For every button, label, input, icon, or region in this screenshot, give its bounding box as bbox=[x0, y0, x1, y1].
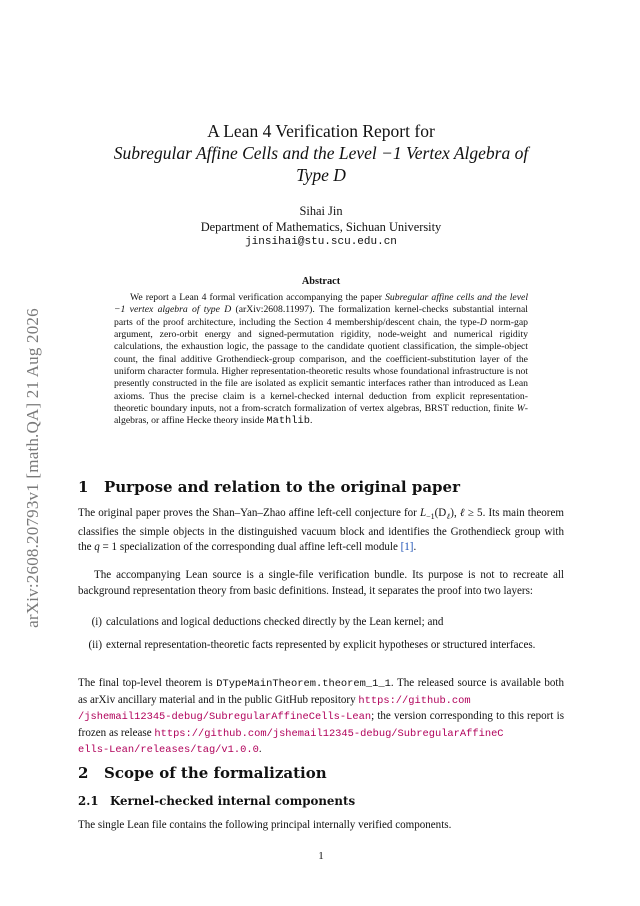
section-1-paragraph-1 bbox=[78, 506, 564, 556]
math-sub-ell: ℓ bbox=[446, 512, 451, 522]
para-text: . bbox=[413, 541, 417, 554]
abstract-text: norm-gap argument, zero-orbit energy and signed-permutation rigidity, node-weight and numerical rigidity calculations, the exhaustion logic, the passage to the candidate quotient classification, the simple-object count, the final additive Grothendieck-group comparison, and the coefficient-substitution layer of the uniform character formula. Higher representation-theoretic results whose foundational infrastructure is not presently constructed in the file are isolated as explicit semantic interfaces rather than introduced as Lean axioms. Thus the precise claim is a kernel-checked internal deduction from explicit representation-theoretic boundary inputs, not a from-scratch formalization of vertex algebras, BRST reduction, finite bbox=[114, 316, 528, 415]
subsection-2-1-heading bbox=[78, 794, 564, 808]
section-2-paragraph-1: The single Lean file contains the following principal internally verified components. bbox=[78, 819, 452, 831]
section-title: Purpose and relation to the original paper bbox=[104, 478, 460, 496]
title-line-2: Subregular Affine Cells and the Level −1 Vertex Algebra of bbox=[113, 143, 529, 163]
abstract-text: We report a Lean 4 formal verification accompanying the paper bbox=[130, 292, 386, 303]
abstract-math: D bbox=[479, 316, 487, 328]
abstract-body bbox=[114, 292, 528, 428]
section-title: Scope of the formalization bbox=[104, 764, 327, 782]
abstract-cited-title: Subregular affine cells and the level −1 vertex algebra of type D bbox=[114, 292, 529, 316]
abstract-text: . bbox=[310, 415, 313, 427]
para-text: The original paper proves the Shan–Yan–Zhao affine left-cell conjecture for bbox=[78, 507, 420, 519]
section-1-heading bbox=[78, 478, 564, 496]
arxiv-sidebar bbox=[22, 248, 44, 688]
section-1-paragraph-2: The accompanying Lean source is a single-file verification bundle. Its purpose is not to recreate all background representation theory from basic definitions. Instead, it separates the proof into two layers: bbox=[78, 569, 564, 597]
section-number: 1 bbox=[78, 478, 89, 496]
math-text: ), bbox=[450, 507, 460, 519]
section-2-heading bbox=[78, 764, 564, 782]
list-item-text: calculations and logical deductions checked directly by the Lean kernel; and bbox=[106, 616, 444, 628]
url-part: https://github.com bbox=[358, 694, 471, 707]
paper-page bbox=[78, 0, 564, 906]
abstract-text: -algebras, or affine Hecke theory inside bbox=[114, 403, 528, 427]
url-part: /jshemail12345-debug/SubregularAffineCells-Lean bbox=[78, 711, 372, 723]
math-L: L bbox=[419, 507, 427, 519]
page-number: 1 bbox=[318, 850, 324, 862]
math-q: q bbox=[94, 541, 100, 554]
list-item bbox=[91, 615, 564, 631]
math-sub: −1 bbox=[426, 512, 435, 522]
para-text: ; the version corresponding to this report is frozen as release bbox=[78, 710, 564, 739]
author-block bbox=[78, 204, 564, 251]
para-text: . The released source is available both as arXiv ancillary material and in the public GitHub repository bbox=[78, 677, 564, 706]
para-text: ≥ 5. Its main theorem classifies the simple objects in the distinguished vacuum block and identifies the Grothendieck group with the bbox=[78, 507, 564, 554]
author-email: jinsihai@stu.scu.edu.cn bbox=[245, 236, 397, 248]
citation-link[interactable]: [1] bbox=[400, 541, 414, 554]
list-item bbox=[88, 638, 564, 654]
abstract-math: W bbox=[516, 403, 525, 415]
list-marker: (ii) bbox=[88, 639, 102, 651]
math-text: (D bbox=[434, 507, 447, 519]
section-1-paragraph-3 bbox=[78, 676, 564, 759]
title-line-3: Type D bbox=[296, 165, 346, 185]
author-name: Sihai Jin bbox=[299, 204, 343, 218]
list-item-text: external representation-theoretic facts represented by explicit hypotheses or structured interfaces. bbox=[106, 639, 536, 651]
para-text: = 1 specialization of the corresponding dual affine left-cell module bbox=[99, 541, 401, 554]
title-line-1: A Lean 4 Verification Report for bbox=[207, 121, 435, 141]
para-text: . bbox=[258, 743, 262, 755]
theorem-name: DTypeMainTheorem.theorem_1_1 bbox=[216, 678, 391, 690]
abstract-heading: Abstract bbox=[301, 276, 341, 287]
abstract-text: (arXiv:2608.11997). The formalization kernel-checks substantial internal parts of the proof architecture, including the Section 4 membership/descent chain, the type- bbox=[114, 304, 528, 328]
subsection-number: 2.1 bbox=[78, 794, 99, 808]
arxiv-identifier: arXiv:2608.20793v1 [math.QA] 21 Aug 2026 bbox=[23, 308, 42, 628]
url-part: https://github.com/jshemail12345-debug/SubregularAffineC bbox=[154, 727, 504, 740]
list-marker: (i) bbox=[91, 616, 102, 628]
section-number: 2 bbox=[78, 764, 89, 782]
para-text: The final top-level theorem is bbox=[78, 677, 217, 689]
url-part: ells-Lean/releases/tag/v1.0.0 bbox=[78, 744, 259, 756]
subsection-title: Kernel-checked internal components bbox=[110, 794, 356, 808]
author-affiliation: Department of Mathematics, Sichuan University bbox=[200, 219, 442, 234]
paper-title bbox=[78, 120, 564, 186]
math-ell: ℓ bbox=[459, 507, 465, 519]
abstract-code: Mathlib bbox=[266, 415, 310, 428]
